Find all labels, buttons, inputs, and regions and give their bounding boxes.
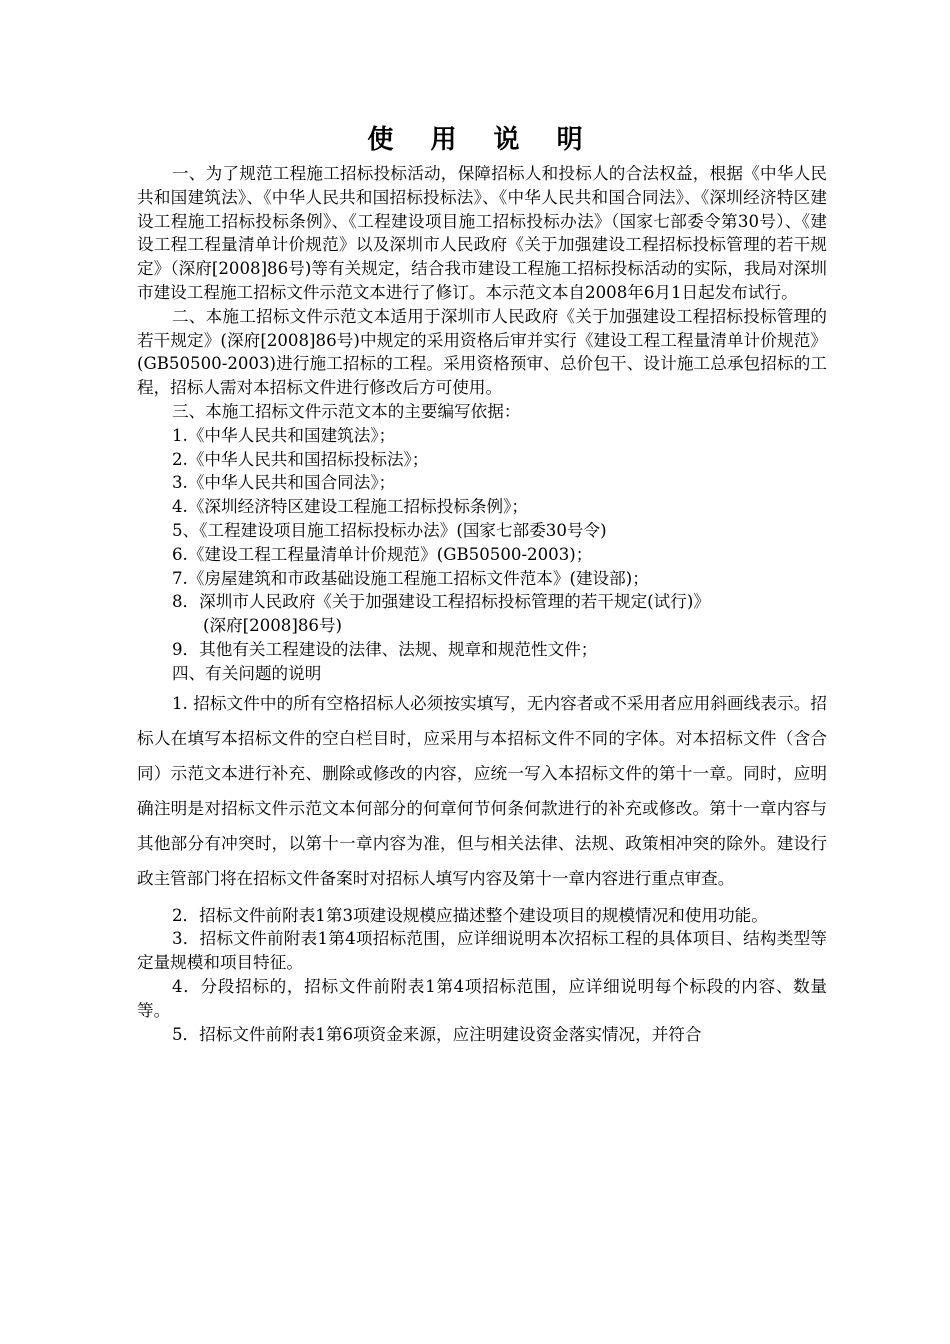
section-4-heading: 四、有关问题的说明: [172, 663, 322, 683]
document-page: [137, 118, 827, 1046]
basis-item-9: 9．其他有关工程建设的法律、法规、规章和规范性文件；: [172, 639, 598, 659]
note-3-paragraph: 3．招标文件前附表1第4项招标范围，应详细说明本次招标工程的具体项目、结构类型等定量规模和项目特征。: [137, 929, 827, 973]
basis-item: 7.《房屋建筑和市政基础设施工程施工招标文件范本》(建设部)；: [172, 568, 649, 588]
spacer: [137, 896, 827, 904]
basis-item-8-line2: (深府[2008]86号): [203, 616, 343, 636]
section-3-heading: 三、本施工招标文件示范文本的主要编写依据：: [172, 401, 521, 421]
basis-item: 4.《深圳经济特区建设工程施工招标投标条例》；: [172, 497, 528, 517]
page-title: 使 用 说 明: [367, 125, 597, 155]
basis-item: 6.《建设工程工程量清单计价规范》(GB50500-2003)；: [172, 544, 593, 564]
section-1-paragraph: 一、为了规范工程施工招标投标活动，保障招标人和投标人的合法权益，根据《中华人民共和国建筑法》、《中华人民共和国招标投标法》、《中华人民共和国合同法》、《深圳经济特区建设工程施工招标投标条例》、《工程建设项目施工招标投标办法》（国家七部委令第30号）、《建设工程工程量清单计价规范》以及深圳市人民政府《关于加强建设工程招标投标管理的若干规定》（深府[2008]86号)等有关规定，结合我市建设工程施工招标投标活动的实际，我局对深圳市建设工程施工招标文件示范文本进行了修订。本示范文本自2008年6月1日起发布试行。: [137, 164, 827, 302]
note-5-paragraph: 5．招标文件前附表1第6项资金来源，应注明建设资金落实情况，并符合: [172, 1024, 702, 1044]
note-1-paragraph: 1. 招标文件中的所有空格招标人必须按实填写，无内容者或不采用者应用斜画线表示。招标人在填写本招标文件的空白栏目时，应采用与本招标文件不同的字体。对本招标文件（含合同）示范文本进行补充、删除或修改的内容，应统一写入本招标文件的第十一章。同时，应明确注明是对招标文件示范文本何部分的何章何节何条何款进行的补充或修改。第十一章内容与其他部分有冲突时，以第十一章内容为准，但与相关法律、法规、政策相冲突的除外。建设行政主管部门将在招标文件备案时对招标人填写内容及第十一章内容进行重点审查。: [137, 693, 827, 888]
section-2-paragraph: 二、本施工招标文件示范文本适用于深圳市人民政府《关于加强建设工程招标投标管理的若干规定》(深府[2008]86号)中规定的采用资格后审并实行《建设工程工程量清单计价规范》(GB50500-2003)进行施工招标的工程。采用资格预审、总价包干、设计施工总承包招标的工程，招标人需对本招标文件进行修改后方可使用。: [137, 306, 827, 398]
basis-item: 2.《中华人民共和国招标投标法》；: [172, 449, 429, 469]
basis-item-8: [137, 590, 827, 638]
note-4-paragraph: 4．分段招标的，招标文件前附表1第4项招标范围，应详细说明每个标段的内容、数量等。: [137, 976, 827, 1020]
basis-item: 5、《工程建设项目施工招标投标办法》(国家七部委30号令): [172, 520, 607, 540]
basis-item: 1.《中华人民共和国建筑法》；: [172, 425, 396, 445]
basis-item: 3.《中华人民共和国合同法》；: [172, 473, 396, 493]
note-2-paragraph: 2．招标文件前附表1第3项建设规模应描述整个建设项目的规模情况和使用功能。: [172, 905, 768, 925]
basis-item-8-line1: 8．深圳市人民政府《关于加强建设工程招标投标管理的若干规定(试行)》: [172, 592, 710, 612]
